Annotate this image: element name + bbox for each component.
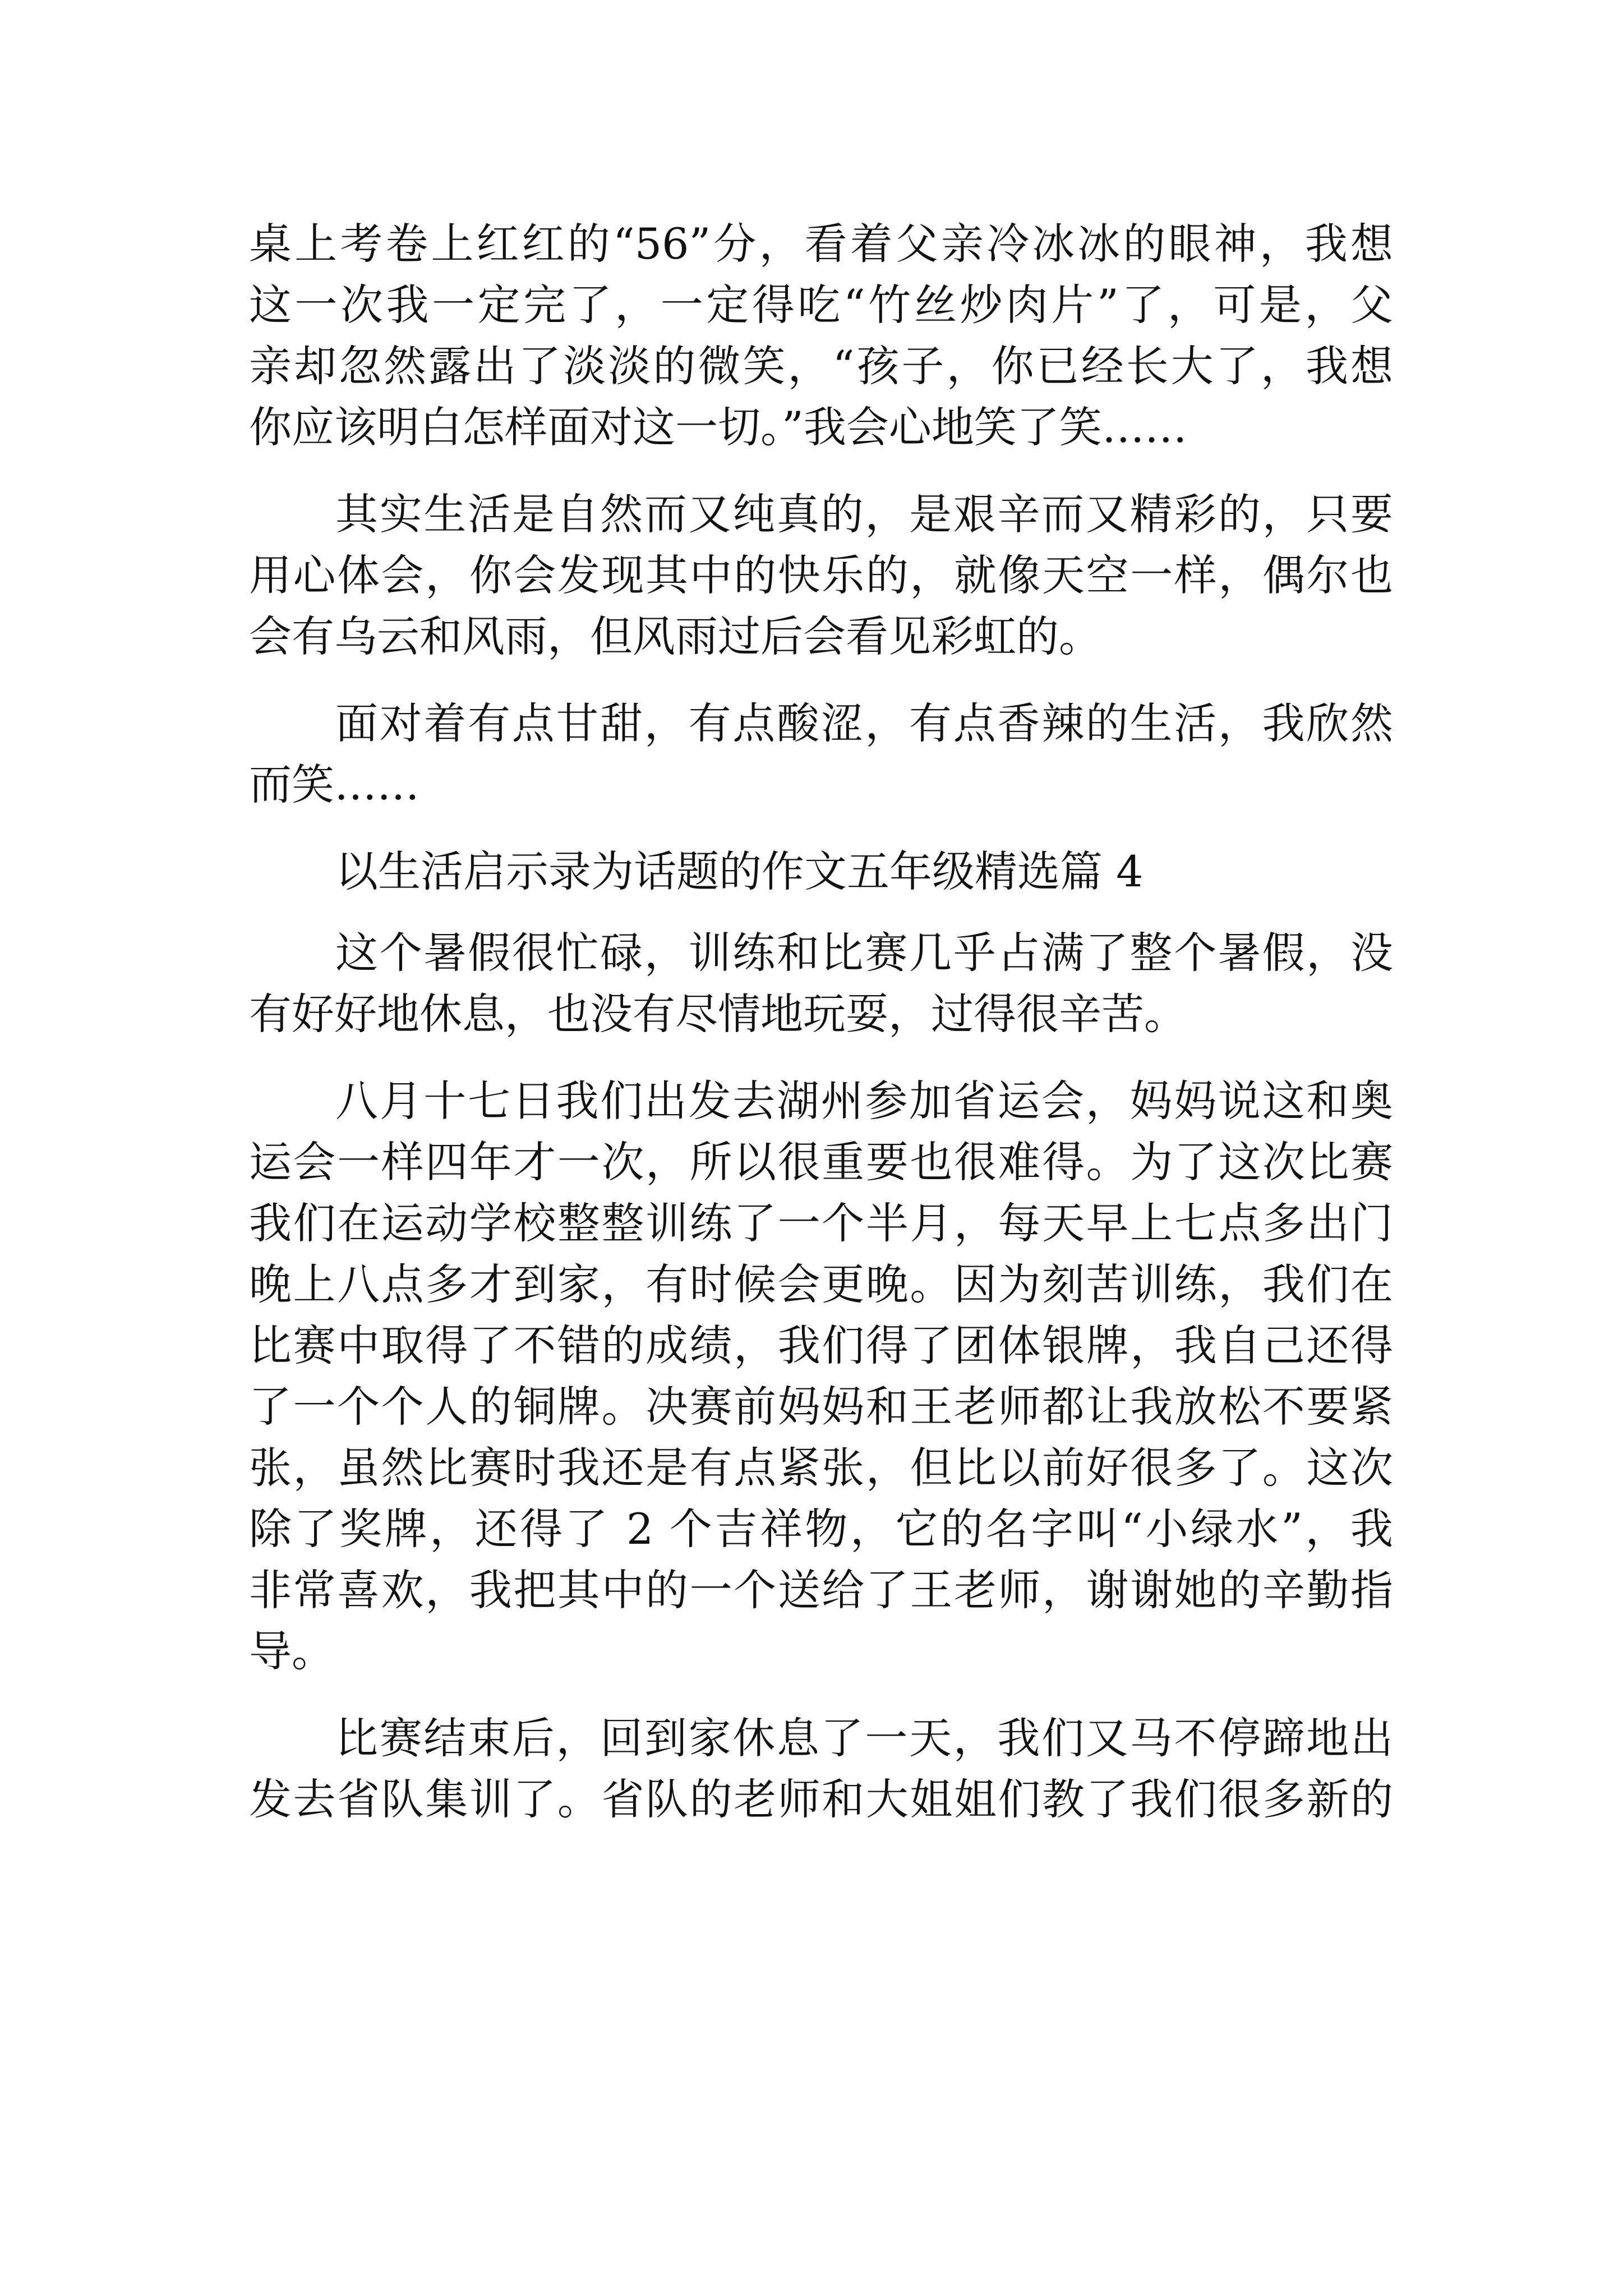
text-line: 桌上考卷上红红的“56”分，看着父亲冷冰冰的眼神，我想 <box>249 219 1393 269</box>
paragraph-1 <box>249 213 1393 458</box>
text-line: 导。 <box>249 1626 334 1676</box>
paragraph-5 <box>249 1070 1393 1682</box>
text-line: 你应该明白怎样面对这一切。”我会心地笑了笑…… <box>249 402 1187 452</box>
text-line: 了一个个人的铜牌。决赛前妈妈和王老师都让我放松不要紧 <box>249 1382 1393 1432</box>
text-line: 非常喜欢，我把其中的一个送给了王老师，谢谢她的辛勤指 <box>249 1565 1393 1615</box>
text-line: 运会一样四年才一次，所以很重要也很难得。为了这次比赛 <box>249 1137 1393 1187</box>
text-line: 我们在运动学校整整训练了一个半月，每天早上七点多出门 <box>249 1198 1393 1248</box>
text-line: 而笑…… <box>249 760 419 809</box>
heading-text: 以生活启示录为话题的作文五年级精选篇 4 <box>335 846 1144 896</box>
text-line: 会有乌云和风雨，但风雨过后会看见彩虹的。 <box>249 611 1101 661</box>
text-line: 晚上八点多才到家，有时候会更晚。因为刻苦训练，我们在 <box>249 1259 1393 1309</box>
text-line: 用心体会，你会发现其中的快乐的，就像天空一样，偶尔也 <box>249 550 1393 600</box>
text-line: 亲却忽然露出了淡淡的微笑，“孩子，你已经长大了，我想 <box>249 341 1393 391</box>
text-line: 其实生活是自然而又纯真的，是艰辛而又精彩的，只要 <box>335 489 1393 539</box>
text-line: 除了奖牌，还得了 2 个吉祥物，它的名字叫“小绿水”，我 <box>249 1504 1393 1554</box>
paragraph-3 <box>249 693 1393 815</box>
text-line: 有好好地休息，也没有尽情地玩耍，过得很辛苦。 <box>249 989 1187 1039</box>
text-line: 发去省队集训了。省队的老师和大姐姐们教了我们很多新的 <box>249 1774 1393 1824</box>
paragraph-4 <box>249 922 1393 1045</box>
text-line: 面对着有点甘甜，有点酸涩，有点香辣的生活，我欣然 <box>335 698 1393 748</box>
document-body <box>249 213 1393 1856</box>
text-line: 这个暑假很忙碌，训练和比赛几乎占满了整个暑假，没 <box>335 928 1393 978</box>
text-line: 张，虽然比赛时我还是有点紧张，但比以前好很多了。这次 <box>249 1443 1393 1493</box>
text-line: 比赛结束后，回到家休息了一天，我们又马不停蹄地出 <box>335 1713 1393 1763</box>
text-line: 八月十七日我们出发去湖州参加省运会，妈妈说这和奥 <box>335 1076 1393 1126</box>
text-line: 比赛中取得了不错的成绩，我们得了团体银牌，我自己还得 <box>249 1320 1393 1370</box>
text-line: 这一次我一定完了，一定得吃“竹丝炒肉片”了，可是，父 <box>249 280 1393 330</box>
paragraph-2 <box>249 484 1393 667</box>
paragraph-6 <box>249 1708 1393 1830</box>
section-heading <box>249 841 1393 902</box>
